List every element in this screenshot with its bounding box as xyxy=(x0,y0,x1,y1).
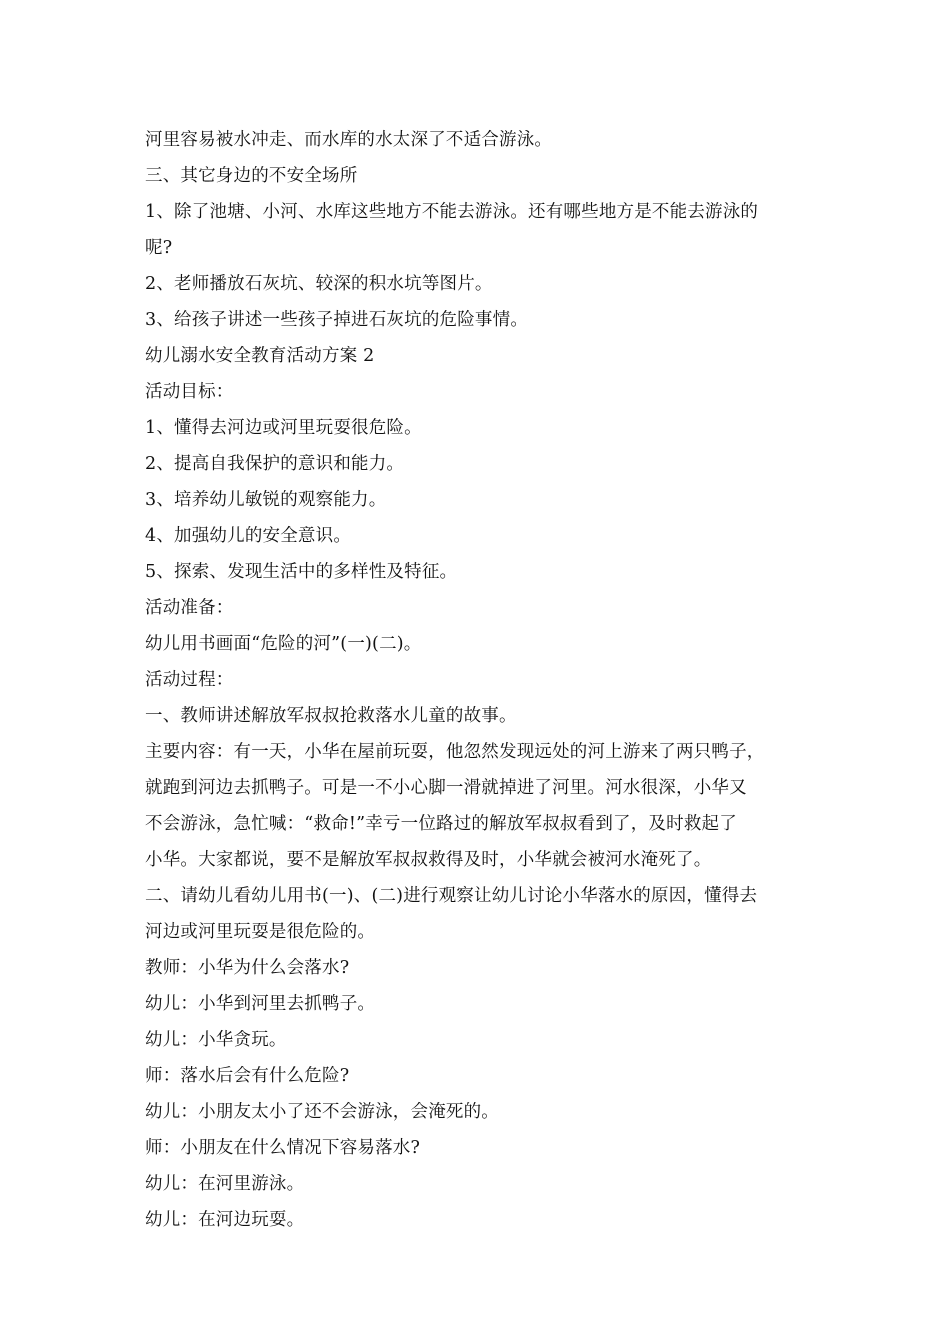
text-line: 2、老师播放石灰坑、较深的积水坑等图片。 xyxy=(145,274,493,294)
plan-title: 幼儿溺水安全教育活动方案 2 xyxy=(145,346,375,366)
dialogue-line: 教师：小华为什么会落水? xyxy=(145,958,350,978)
text-line: 河边或河里玩耍是很危险的。 xyxy=(145,922,376,942)
dialogue-line: 幼儿：小华到河里去抓鸭子。 xyxy=(145,994,376,1014)
text-line: 呢? xyxy=(145,238,173,258)
text-line: 3、给孩子讲述一些孩子掉进石灰坑的危险事情。 xyxy=(145,310,529,330)
dialogue-line: 师：小朋友在什么情况下容易落水? xyxy=(145,1138,421,1158)
dialogue-line: 幼儿：小华贪玩。 xyxy=(145,1030,287,1050)
list-item: 1、懂得去河边或河里玩耍很危险。 xyxy=(145,418,422,438)
section-heading: 活动过程： xyxy=(145,670,234,690)
text-line: 1、除了池塘、小河、水库这些地方不能去游泳。还有哪些地方是不能去游泳的 xyxy=(145,202,759,222)
text-line: 就跑到河边去抓鸭子。可是一不小心脚一滑就掉进了河里。河水很深，小华又 xyxy=(145,778,747,798)
section-heading: 三、其它身边的不安全场所 xyxy=(145,166,358,186)
dialogue-line: 幼儿：小朋友太小了还不会游泳，会淹死的。 xyxy=(145,1102,499,1122)
document-body xyxy=(145,122,825,1238)
list-item: 4、加强幼儿的安全意识。 xyxy=(145,526,352,546)
list-item: 5、探索、发现生活中的多样性及特征。 xyxy=(145,562,458,582)
section-heading: 活动目标： xyxy=(145,382,234,402)
text-line: 小华。大家都说，要不是解放军叔叔救得及时，小华就会被河水淹死了。 xyxy=(145,850,712,870)
dialogue-line: 幼儿：在河里游泳。 xyxy=(145,1174,305,1194)
text-line: 不会游泳，急忙喊：“救命!”幸亏一位路过的解放军叔叔看到了，及时救起了 xyxy=(145,814,737,834)
text-line: 幼儿用书画面“危险的河”(一)(二)。 xyxy=(145,634,422,654)
dialogue-line: 师：落水后会有什么危险? xyxy=(145,1066,350,1086)
section-heading: 活动准备： xyxy=(145,598,234,618)
text-line: 主要内容：有一天，小华在屋前玩耍，他忽然发现远处的河上游来了两只鸭子， xyxy=(145,742,765,762)
list-item: 2、提高自我保护的意识和能力。 xyxy=(145,454,405,474)
section-heading: 二、请幼儿看幼儿用书(一)、(二)进行观察让幼儿讨论小华落水的原因，懂得去 xyxy=(145,886,758,906)
dialogue-line: 幼儿：在河边玩耍。 xyxy=(145,1210,305,1230)
text-line: 河里容易被水冲走、而水库的水太深了不适合游泳。 xyxy=(145,130,553,150)
list-item: 3、培养幼儿敏锐的观察能力。 xyxy=(145,490,387,510)
section-heading: 一、教师讲述解放军叔叔抢救落水儿童的故事。 xyxy=(145,706,517,726)
